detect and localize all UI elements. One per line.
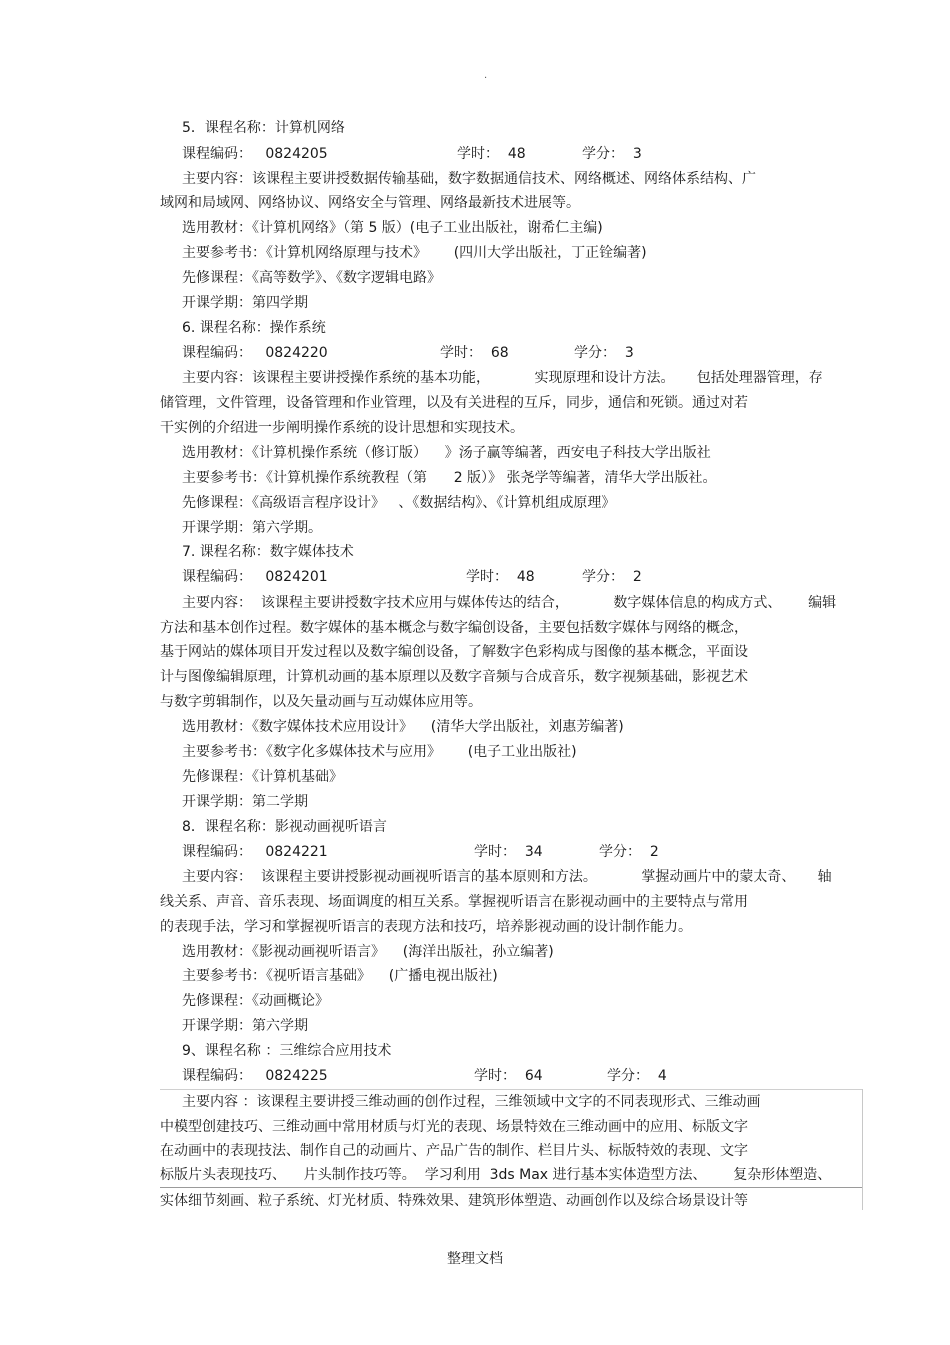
course-code: 课程编码： 0824220 [182, 345, 328, 361]
course-reference: 主要参考书：《计算机网络原理与技术》 (四川大学出版社，丁正铨编著) [182, 245, 647, 261]
course-textbook: 选用教材：《影视动画视听语言》 (海洋出版社，孙立编著) [182, 944, 554, 960]
course-hours: 学时： 48 [457, 146, 526, 162]
course-content: 主要内容：该课程主要讲授数据传输基础，数字数据通信技术、网络概述、网络体系结构、广 [182, 171, 756, 187]
course-credits: 学分： 2 [599, 844, 659, 860]
course-content-cont: 线关系、声音、音乐表现、场面调度的相互关系。掌握视听语言在影视动画中的主要特点与常用 [160, 894, 748, 910]
course-content-cont: 的表现手法，学习和掌握视听语言的表现方法和技巧，培养影视动画的设计制作能力。 [160, 919, 692, 935]
table-border-bottom [160, 1187, 862, 1188]
course-content-cont: 计与图像编辑原理，计算机动画的基本原理以及数字音频与合成音乐，数字视频基础，影视艺术 [160, 669, 748, 685]
course-content-cont: 实体细节刻画、粒子系统、灯光材质、特殊效果、建筑形体塑造、动画创作以及综合场景设计等 [160, 1193, 748, 1209]
course-title: 8．课程名称：影视动画视听语言 [182, 819, 387, 835]
course-content: 主要内容 ：该课程主要讲授三维动画的创作过程，三维领域中文字的不同表现形式、三维动画 [182, 1094, 761, 1110]
course-hours: 学时： 64 [474, 1068, 543, 1084]
course-reference: 主要参考书：《视听语言基础》 (广播电视出版社) [182, 968, 498, 984]
course-content: 主要内容： 该课程主要讲授影视动画视听语言的基本原则和方法。 掌握动画片中的蒙太奇、 轴 [182, 869, 832, 885]
course-semester: 开课学期：第二学期 [182, 794, 308, 810]
course-content-cont: 与数字剪辑制作，以及矢量动画与互动媒体应用等。 [160, 694, 482, 710]
course-textbook: 选用教材：《数字媒体技术应用设计》 (清华大学出版社，刘惠芳编著) [182, 719, 624, 735]
header-mark: . [484, 70, 488, 81]
course-prereq: 先修课程：《高等数学》、《数字逻辑电路》 [182, 270, 441, 286]
course-textbook: 选用教材：《计算机操作系统（修订版） 》汤子赢等编著，西安电子科技大学出版社 [182, 445, 711, 461]
course-title: 9、课程名称 ：三维综合应用技术 [182, 1043, 392, 1059]
course-content-cont: 储管理，文件管理，设备管理和作业管理，以及有关进程的互斥，同步，通信和死锁。通过对若 [160, 395, 748, 411]
course-hours: 学时： 34 [474, 844, 543, 860]
page-footer: 整理文档 [447, 1251, 503, 1267]
course-code: 课程编码： 0824201 [182, 569, 328, 585]
course-title: 7. 课程名称：数字媒体技术 [182, 544, 354, 560]
course-semester: 开课学期：第六学期 [182, 1018, 308, 1034]
course-semester: 开课学期：第六学期。 [182, 520, 322, 536]
course-prereq: 先修课程：《计算机基础》 [182, 769, 343, 785]
course-content: 主要内容：该课程主要讲授操作系统的基本功能， 实现原理和设计方法。 包括处理器管理，存 [182, 370, 823, 386]
course-credits: 学分： 3 [582, 146, 642, 162]
course-prereq: 先修课程：《动画概论》 [182, 993, 329, 1009]
course-code: 课程编码： 0824205 [182, 146, 328, 162]
course-code: 课程编码： 0824221 [182, 844, 328, 860]
course-credits: 学分： 4 [607, 1068, 667, 1084]
course-prereq: 先修课程：《高级语言程序设计》 、《数据结构》、《计算机组成原理》 [182, 495, 616, 511]
course-code: 课程编码： 0824225 [182, 1068, 328, 1084]
course-hours: 学时： 68 [440, 345, 509, 361]
course-content: 主要内容： 该课程主要讲授数字技术应用与媒体传达的结合， 数字媒体信息的构成方式、 编辑 [182, 595, 837, 611]
course-content-cont: 干实例的介绍进一步阐明操作系统的设计思想和实现技术。 [160, 420, 524, 436]
course-reference: 主要参考书：《数字化多媒体技术与应用》 (电子工业出版社) [182, 744, 577, 760]
course-content-cont: 标版片头表现技巧、 片头制作技巧等。 学习利用 3ds Max 进行基本实体造型方法、 复杂形体塑造、 [160, 1167, 832, 1183]
course-reference: 主要参考书：《计算机操作系统教程（第 2 版）》 张尧学等编著，清华大学出版社。 [182, 470, 717, 486]
course-content-cont: 域网和局域网、网络协议、网络安全与管理、网络最新技术进展等。 [160, 195, 580, 211]
course-content-cont: 中模型创建技巧、三维动画中常用材质与灯光的表现、场景特效在三维动画中的应用、标版文字 [160, 1119, 748, 1135]
course-hours: 学时： 48 [466, 569, 535, 585]
table-border-top [160, 1089, 862, 1090]
course-semester: 开课学期：第四学期 [182, 295, 308, 311]
table-border-right [862, 1089, 863, 1210]
course-credits: 学分： 3 [574, 345, 634, 361]
course-title: 6. 课程名称：操作系统 [182, 320, 326, 336]
course-credits: 学分： 2 [582, 569, 642, 585]
course-content-cont: 方法和基本创作过程。数字媒体的基本概念与数字编创设备，主要包括数字媒体与网络的概念， [160, 620, 748, 636]
course-content-cont: 在动画中的表现技法、制作自己的动画片、产品广告的制作、栏目片头、标版特效的表现、文字 [160, 1143, 748, 1159]
course-content-cont: 基于网站的媒体项目开发过程以及数字编创设备，了解数字色彩构成与图像的基本概念，平面设 [160, 644, 748, 660]
course-title: 5．课程名称：计算机网络 [182, 120, 345, 136]
course-textbook: 选用教材：《计算机网络》（第 5 版）(电子工业出版社，谢希仁主编) [182, 220, 603, 236]
